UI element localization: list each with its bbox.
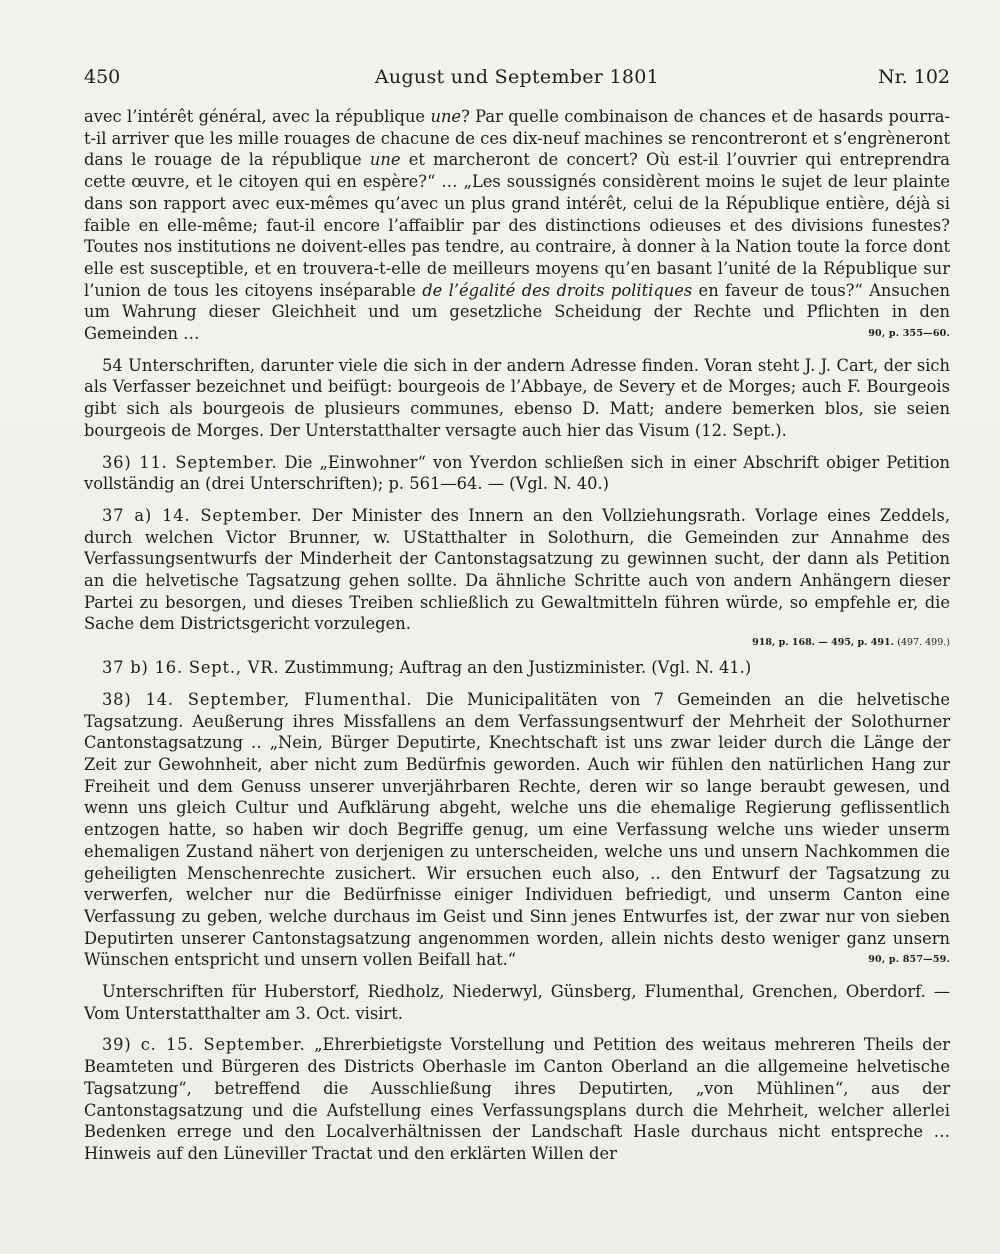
entry-36: 36) 11. September. Die „Einwohner“ von Yverdon schließen sich in einer Abschrift obiger Petition vollständig an (drei Unterschriften); p. 561—64. — (Vgl. N. 40.) (84, 452, 950, 494)
entry-39: 39) c. 15. September. „Ehrerbietigste Vorstellung und Petition des weitaus mehreren Theils der Beamteten und Bürgeren des Districts Oberhasle im Canton Oberland an die allgemeine helvetische Tagsatzung“, betreffend die Ausschließung ihres Deputirten, „von Mühlinen“, aus der Cantonstagsatzung und die Aufstellung eines Verfassungsplans durch die Mehrheit, welcher allerlei Bedenken errege und den Localverhältnissen der Landschaft Hasle durchaus nicht entspreche … Hinweis auf den Lüneviller Tractat und den erklärten Willen der (84, 1035, 950, 1163)
entry-heading: 39) c. 15. September. (102, 1035, 306, 1055)
paragraph-signatures: 54 Unterschriften, darunter viele die sich in der andern Adresse finden. Voran steht J. J. Cart, der sich als Verfasser bezeichnet und beifügt: bourgeois de l’Abbaye, de Severy et de Morges; auch F. Bourgeois gibt sich als bourgeois de plusieurs communes, ebenso D. Matt; andere bemerken blos, sie seien bourgeois de Morges. Der Unterstatthalter versagte auch hier das Visum (12. Sept.). (84, 355, 950, 440)
entry-heading: 38) 14. September, Flumenthal. (102, 689, 413, 709)
source-reference: 918, p. 168. — 495, p. 491. (497. 499.) (752, 637, 950, 649)
source-reference: 90, p. 355—60. (868, 328, 950, 340)
entry-38: 38) 14. September, Flumenthal. Die Municipalitäten von 7 Gemeinden an die helvetische Tagsatzung. Aeußerung ihres Missfallens an dem Verfassungsentwurf der Mehrheit der Solothurner Cantonstagsatzung ‥ „Nein, Bürger Deputirte, Knechtschaft ist uns zwar leider durch die Länge der Zeit zur Gewohnheit, aber nicht zum Bedürfnis geworden. Auch wir fühlen den natürlichen Hang zur Freiheit und dem Genuss unserer unverjährbaren Rechte, deren wir so lange beraubt gewesen, und wenn uns gleich Cultur und Aufklärung abgeht, welche uns die ehemalige Regierung geflissentlich entzogen hatte, so haben wir doch Begriffe genug, um eine Verfassung welche uns wieder unserm ehemaligen Zustand nähert von derjenigen zu unterscheiden, welche uns und unsern Nachkommen die geheiligten Menschenrechte zusichert. Wir ersuchen euch also, ‥ den Entwurf der Tagsatzung zu verwerfen, welcher nur die Bedürfnisse einiger Individuen befriedigt, und unserm Canton eine Verfassung zu geben, welche durchaus im Geist und Sinn jenes Entwurfes ist, der zwar nur von sieben Deputirten unserer Cantonstagsatzung angenommen worden, allein nichts desto weniger ganz unsern Wünschen entspricht und unsern vollen Beifall hat.“ 90, p. 857—59. (84, 689, 950, 970)
running-title: August und September 1801 (374, 66, 660, 88)
entry-37a: 37 a) 14. September. Der Minister des Innern an den Vollziehungsrath. Vorlage eines Zeddels, durch welchen Victor Brunner, w. UStatthalter in Solothurn, die Gemeinden zur Annahme des Verfassungsentwurfs der Minderheit der Cantonstagsatzung zu gewinnen sucht, der dann als Petition an die helvetische Tagsatzung gehen sollte. Da ähnliche Schritte auch von andern Anhängern dieser Partei zu besorgen, und dieses Treiben schließlich zu Gewaltmitteln führen würde, so empfehle er, die Sache dem Districtsgericht vorzulegen. (84, 505, 951, 634)
entry-37b: 37 b) 16. Sept., VR. Zustimmung; Auftrag an den Justizminister. (Vgl. N. 41.) (102, 658, 752, 678)
document-number: Nr. 102 (878, 66, 950, 88)
paragraph-french-quote: avec l’intérêt général, avec la république une? Par quelle combinaison de chances et de hasards pourra-t-il arriver que les mille rouages de chacune de ces dix-neuf machines se rencontreront et s’engrèneront dans le rouage de la république une et marcheront de concert? Où est-il l’ouvrier qui entreprendra cette œuvre, et le citoyen qui en espère?“ … „Les soussignés considèrent moins le sujet de leur plainte dans son rapport avec eux-mêmes qu’avec un plus grand intérêt, celui de la République entière, déjà si faible en elle-même; faut-il encore l’affaiblir par des distinctions odieuses et des divisions funestes? Toutes nos institutions ne doivent-elles pas tendre, au contraire, à donner à la Nation toute la force dont elle est susceptible, et en trouvera-t-elle de meilleurs moyens qu’en basant l’unité de la République sur l’union de tous les citoyens inséparable de l’égalité des droits politiques en faveur de tous?“ Ansuchen um Wahrung dieser Gleichheit und um gesetzliche Scheidung der Rechte und Pflichten in den Gemeinden … 90, p. 355—60. (84, 107, 950, 344)
paragraph-signatures-38: Unterschriften für Huberstorf, Riedholz, Niederwyl, Günsberg, Flumenthal, Grenchen, Oberdorf. — Vom Unterstatthalter am 3. Oct. visirt. (84, 982, 950, 1023)
page-body (84, 106, 950, 1165)
entry-heading: 37 b) 16. Sept., VR. (102, 658, 280, 678)
page-header (84, 66, 950, 96)
entry-heading: 37 a) 14. September. (102, 505, 303, 525)
entry-heading: 36) 11. September. (102, 452, 278, 472)
page-number: 450 (84, 66, 121, 88)
source-reference: 90, p. 857—59. (868, 954, 950, 966)
